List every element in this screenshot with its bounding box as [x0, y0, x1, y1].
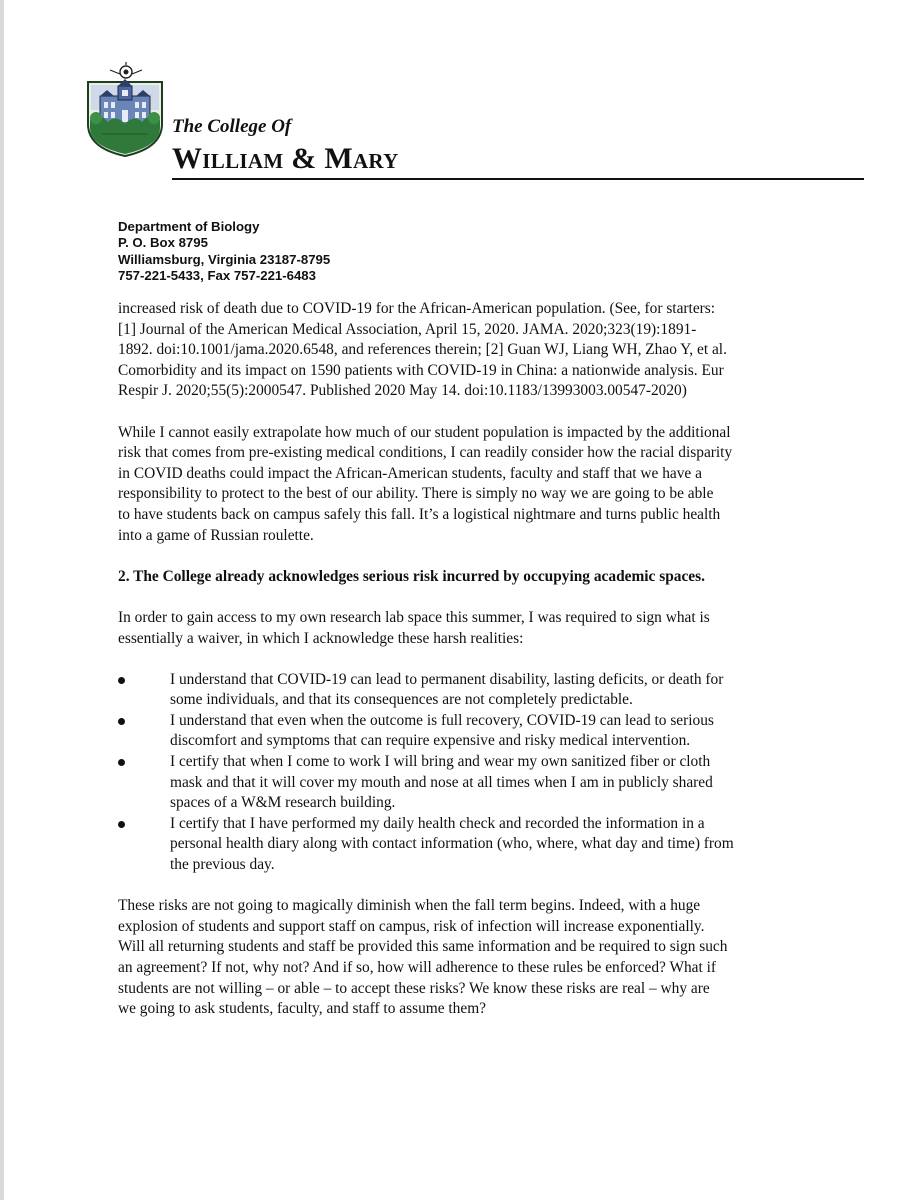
address-line: Williamsburg, Virginia 23187-8795 — [118, 251, 331, 267]
header-rule — [172, 178, 864, 180]
text-line: I certify that I have performed my daily health check and recorded the information in a — [170, 814, 705, 832]
text-line: While I cannot easily extrapolate how much of our student population is impacted by the additional — [118, 423, 731, 441]
college-crest-logo — [80, 62, 168, 158]
paragraph-risks-conclusion — [118, 896, 818, 1020]
text-line: [1] Journal of the American Medical Association, April 15, 2020. JAMA. 2020;323(19):1891- — [118, 320, 697, 338]
text-line: we going to ask students, faculty, and staff to assume them? — [118, 1000, 487, 1018]
section-heading: 2. The College already acknowledges serious risk incurred by occupying academic spaces. — [118, 567, 705, 585]
page-edge — [0, 0, 4, 1200]
bullet-item — [118, 814, 818, 876]
address-line: P. O. Box 8795 — [118, 235, 208, 251]
text-line: the previous day. — [170, 856, 275, 874]
paragraph-waiver-intro — [118, 608, 818, 649]
bullet-icon — [118, 677, 125, 684]
address-line: Department of Biology — [118, 219, 260, 234]
bullet-icon — [118, 718, 125, 725]
bullet-icon — [118, 759, 125, 766]
text-line: I understand that COVID-19 can lead to permanent disability, lasting deficits, or death for — [170, 670, 724, 688]
text-line: responsibility to protect to the best of our ability. There is simply no way we are going to be able — [118, 485, 714, 503]
bullet-item — [118, 711, 818, 752]
text-line: Respir J. 2020;55(5):2000547. Published 2020 May 14. doi:10.1183/13993003.00547-2020) — [118, 382, 687, 400]
text-line: in COVID deaths could impact the African-American students, faculty and staff that we have a — [118, 464, 702, 482]
waiver-bullet-list — [118, 670, 818, 876]
text-line: These risks are not going to magically diminish when the fall term begins. Indeed, with a huge — [118, 897, 701, 915]
text-line: essentially a waiver, in which I acknowledge these harsh realities: — [118, 629, 524, 647]
text-line: spaces of a W&M research building. — [170, 794, 396, 812]
text-line: explosion of students and support staff on campus, risk of infection will increase exponentially. — [118, 917, 705, 935]
text-line: 1892. doi:10.1001/jama.2020.6548, and references therein; [2] Guan WJ, Liang WH, Zhao Y, et al. — [118, 341, 727, 359]
text-line: mask and that it will cover my mouth and nose at all times when I am in publicly shared — [170, 773, 713, 791]
text-line: I certify that when I come to work I will bring and wear my own sanitized fiber or cloth — [170, 753, 711, 771]
text-line: Will all returning students and staff be provided this same information and be required to sign such — [118, 938, 728, 956]
department-address — [118, 219, 330, 285]
text-line: I understand that even when the outcome is full recovery, COVID-19 can lead to serious — [170, 711, 714, 729]
text-line: students are not willing – or able – to accept these risks? We know these risks are real – why are — [118, 979, 710, 997]
text-line: Comorbidity and its impact on 1590 patients with COVID-19 in China: a nationwide analysis. Eur — [118, 361, 724, 379]
text-line: to have students back on campus safely this fall. It’s a logistical nightmare and turns public health — [118, 505, 721, 523]
paragraph-references — [118, 299, 818, 402]
text-line: increased risk of death due to COVID-19 for the African-American population. (See, for starters: — [118, 300, 716, 317]
bullet-item — [118, 752, 818, 814]
address-line: 757-221-5433, Fax 757-221-6483 — [118, 268, 316, 284]
text-line: In order to gain access to my own research lab space this summer, I was required to sign what is — [118, 608, 710, 626]
text-line: into a game of Russian roulette. — [118, 526, 314, 544]
college-name-prefix: The College Of — [172, 116, 292, 137]
paragraph-racial-disparity — [118, 423, 818, 547]
bullet-icon — [118, 821, 125, 828]
text-line: risk that comes from pre-existing medical conditions, I can readily consider how the racial disparity — [118, 444, 733, 462]
letter-body — [118, 299, 818, 1040]
text-line: an agreement? If not, why not? And if so, how will adherence to these rules be enforced? What if — [118, 959, 717, 976]
text-line: personal health diary along with contact information (who, where, what day and time) from — [170, 835, 734, 853]
text-line: some individuals, and that its consequences are not completely predictable. — [170, 691, 633, 709]
text-line: discomfort and symptoms that can require expensive and risky medical intervention. — [170, 732, 691, 750]
bullet-item — [118, 670, 818, 711]
college-name: William & Mary — [172, 142, 399, 175]
